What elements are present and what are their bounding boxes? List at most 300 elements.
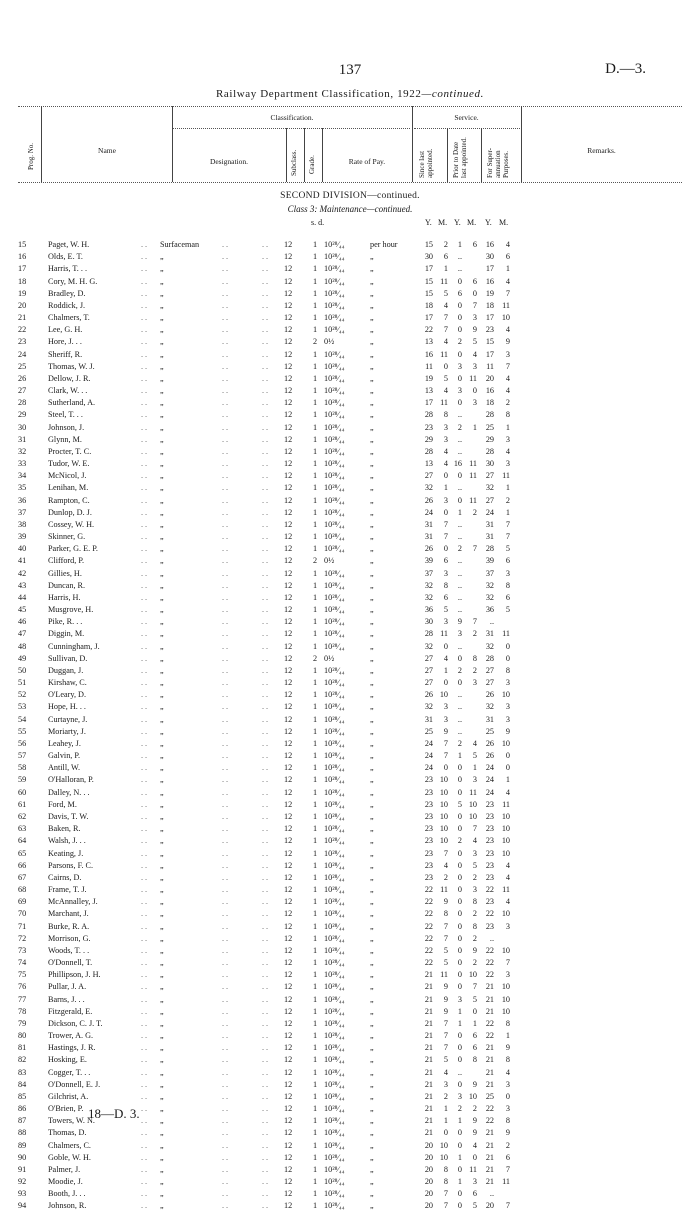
prior-months-cell: 0 [472,288,477,298]
prior-years-cell: 0 [457,1189,462,1199]
name-cell: Rampton, C. [48,495,90,505]
rate-pence-cell: 10²⁸⁄₄₄ [324,1043,345,1053]
rate-period-cell: „ [370,459,374,469]
super-months-cell: 0 [505,641,510,651]
super-years-cell: 21 [485,994,494,1004]
super-months-cell: 10 [501,836,510,846]
leader-dots: .. [222,885,231,894]
table-row [0,896,700,908]
table-row [0,799,700,811]
grade-cell: 12 [284,982,293,992]
super-years-cell: 16 [485,386,494,396]
since-years-cell: 31 [424,519,433,529]
rate-period-cell: „ [370,799,374,809]
leader-dots: .. [262,763,271,773]
table-row [0,288,700,300]
rate-pence-cell: 10²⁸⁄₄₄ [324,1104,345,1114]
since-years-cell: 21 [424,982,433,992]
prog-no-cell: 36 [18,495,27,505]
leader-dots: .. [222,1018,231,1028]
prior-years-cell: 1 [457,1018,462,1028]
since-months-cell: 5 [443,945,448,955]
designation-cell: „ [160,337,164,347]
leader-dots: .. [141,1128,150,1138]
rate-shillings-cell: 1 [312,714,318,724]
grade-cell: 12 [284,872,293,882]
leader-dots: .. [262,921,271,931]
rate-shillings-cell: 1 [312,398,318,408]
since-months-cell: 11 [440,885,448,894]
since-years-cell: 32 [424,592,433,602]
leader-dots: .. [141,885,150,894]
super-months-cell: 4 [505,897,510,907]
leader-dots: .. [222,982,231,992]
leader-dots: .. [141,507,150,517]
prior-months-cell: 1 [472,1018,477,1028]
name-cell: Gillies, H. [48,568,82,578]
since-years-cell: 11 [425,361,433,371]
prog-no-cell: 51 [18,678,27,688]
prior-years-cell: 0 [457,958,462,968]
leader-dots: .. [262,532,271,542]
leader-dots: .. [222,665,231,675]
prior-months-cell: 11 [469,471,477,481]
rate-shillings-cell: 1 [312,909,318,919]
since-months-cell: 10 [439,1152,448,1162]
leader-dots: .. [262,592,271,602]
leader-dots: .. [222,763,231,773]
prog-no-cell: 42 [18,568,27,578]
table-row [0,787,700,799]
prog-no-cell: 50 [18,665,27,675]
rate-shillings-cell: 1 [312,434,318,444]
prior-months-cell: 10 [468,970,477,980]
table-row [0,1164,700,1176]
leader-dots: .. [141,653,150,663]
prior-months-cell: 3 [472,848,477,858]
grade-cell: 12 [284,702,293,712]
designation-cell: „ [160,836,164,846]
rate-shillings-cell: 1 [312,1031,318,1041]
grade-cell: 12 [284,629,293,639]
super-years-cell: 20 [485,373,494,383]
leader-dots: .. [141,982,150,992]
prior-years-cell: 2 [457,665,462,675]
prior-months-cell: 2 [472,958,477,968]
col-divider [447,128,448,182]
rate-period-cell: „ [370,1164,374,1174]
header-name: Name [98,146,116,155]
name-cell: Ford, M. [48,799,77,809]
leader-dots: .. [222,240,231,249]
rate-period-cell: „ [370,921,374,931]
prior-years-cell: 0 [457,897,462,907]
leader-dots: .. [222,252,231,262]
prior-months-cell: 4 [472,738,477,748]
rate-shillings-cell: 1 [312,313,318,323]
super-years-cell: 31 [485,519,494,529]
super-years-cell: 15 [485,337,494,347]
leader-dots: .. [141,592,150,602]
grade-cell: 12 [284,398,293,408]
prior-years-cell: 0 [457,848,462,858]
super-months-cell: 11 [502,885,510,894]
rate-pence-cell: 10²⁸⁄₄₄ [324,349,345,359]
leader-dots: .. [262,568,271,578]
rate-pence-cell: 10²⁸⁄₄₄ [324,1140,345,1150]
super-months-cell: 8 [505,580,510,590]
grade-cell: 12 [284,909,293,919]
name-cell: Glynn, M. [48,434,82,444]
prior-years-cell: 9 [457,617,462,627]
since-years-cell: 13 [424,337,433,347]
rate-period-cell: „ [370,994,374,1004]
table-row [0,653,700,665]
leader-dots: .. [262,653,271,663]
rate-period-cell: „ [370,665,374,675]
leader-dots: .. [141,483,150,493]
designation-cell: „ [160,300,164,310]
prior-months-cell: 4 [472,836,477,846]
super-months-cell: 5 [505,605,510,615]
super-months-cell: 6 [505,1152,510,1162]
since-years-cell: 29 [424,434,433,444]
prior-years-cell: 0 [457,1031,462,1041]
rate-period-cell: „ [370,860,374,870]
prior-years-cell: .. [457,556,462,566]
leader-dots: .. [222,1104,231,1114]
leader-dots: .. [141,1055,150,1065]
name-cell: Parker, G. E. P. [48,544,98,554]
super-years-cell: 30 [485,252,494,262]
prior-years-cell: 3 [457,1091,462,1101]
table-row [0,945,700,957]
super-months-cell: 0 [505,653,510,663]
rate-pence-cell: 10²⁸⁄₄₄ [324,994,345,1004]
rate-shillings-cell: 1 [312,751,318,761]
rate-period-cell: „ [370,568,374,578]
document-reference: D.—3. [605,61,646,77]
rate-period-cell: „ [370,398,374,408]
designation-cell: „ [160,994,164,1004]
leader-dots: .. [141,970,150,980]
leader-dots: .. [262,945,271,955]
table-row [0,1091,700,1103]
leader-dots: .. [262,361,271,371]
rate-period-cell: „ [370,933,374,943]
leader-dots: .. [141,1031,150,1041]
rate-period-cell: „ [370,958,374,968]
prog-no-cell: 67 [18,872,27,882]
rate-pence-cell: 10²⁸⁄₄₄ [324,690,345,700]
leader-dots: .. [141,288,150,298]
leader-dots: .. [222,325,231,335]
rate-shillings-cell: 1 [312,945,318,955]
leader-dots: .. [222,811,231,821]
rate-shillings-cell: 1 [312,252,318,262]
prior-years-cell: .. [457,532,462,542]
super-months-cell: 4 [505,325,510,335]
grade-cell: 12 [284,1189,293,1199]
prog-no-cell: 75 [18,970,27,980]
super-months-cell: 4 [505,276,510,286]
since-years-cell: 24 [424,751,433,761]
super-months-cell: 11 [502,799,510,809]
prog-no-cell: 68 [18,885,27,894]
leader-dots: .. [222,1055,231,1065]
rate-shillings-cell: 1 [312,1006,318,1016]
super-months-cell: 3 [505,702,510,712]
prior-months-cell: 3 [472,775,477,785]
since-years-cell: 27 [424,678,433,688]
since-months-cell: 3 [443,434,448,444]
prior-years-cell: 3 [457,386,462,396]
table-row [0,397,700,409]
super-months-cell: 7 [505,519,510,529]
since-years-cell: 26 [424,495,433,505]
leader-dots: .. [141,751,150,761]
since-months-cell: 11 [440,349,448,359]
prior-months-cell: 5 [472,860,477,870]
designation-cell: „ [160,507,164,517]
page-number: 137 [338,62,362,78]
prog-no-cell: 62 [18,811,27,821]
since-months-cell: 5 [443,958,448,968]
since-months-cell: 4 [443,459,448,469]
prog-no-cell: 20 [18,300,27,310]
since-months-cell: 11 [440,398,448,408]
since-years-cell: 22 [424,909,433,919]
grade-cell: 12 [284,665,293,675]
name-cell: Woods, T. . . [48,945,90,955]
designation-cell: „ [160,860,164,870]
rate-shillings-cell: 1 [312,617,318,627]
super-months-cell: 10 [501,824,510,834]
rate-shillings-cell: 1 [312,580,318,590]
leader-dots: .. [222,690,231,700]
table-row [0,239,700,251]
leader-dots: .. [222,288,231,298]
rate-period-cell: „ [370,824,374,834]
name-cell: O'Leary, D. [48,690,86,700]
leader-dots: .. [262,1177,271,1187]
leader-dots: .. [141,824,150,834]
name-cell: Dickson, C. J. T. [48,1018,103,1028]
leader-dots: .. [141,398,150,408]
rate-pence-cell: 10²⁸⁄₄₄ [324,398,345,408]
rate-period-cell: „ [370,738,374,748]
leader-dots: .. [262,1018,271,1028]
prior-years-cell: 0 [457,1140,462,1150]
grade-cell: 12 [284,811,293,821]
since-months-cell: 10 [439,787,448,797]
leader-dots: .. [141,860,150,870]
rate-period-cell: „ [370,556,374,566]
leader-dots: .. [262,386,271,396]
super-years-cell: 23 [485,799,494,809]
leader-dots: .. [222,1031,231,1041]
since-months-cell: 8 [443,909,448,919]
leader-dots: .. [141,763,150,773]
super-months-cell: 1 [505,483,510,493]
leader-dots: .. [222,897,231,907]
grade-cell: 12 [284,507,293,517]
name-cell: Dalley, N. . . [48,787,90,797]
table-row [0,641,700,653]
designation-cell: „ [160,580,164,590]
grade-cell: 12 [284,1067,293,1077]
rate-shillings-cell: 1 [312,1104,318,1114]
col-divider [322,128,323,182]
since-months-cell: 0 [443,507,448,517]
table-row [0,519,700,531]
prior-years-cell: .. [457,252,462,262]
super-months-cell: 3 [505,678,510,688]
leader-dots: .. [141,1177,150,1187]
super-months-cell: 3 [505,921,510,931]
super-years-cell: 28 [485,653,494,663]
prior-years-cell: 0 [457,775,462,785]
super-months-cell: 10 [501,909,510,919]
leader-dots: .. [262,1152,271,1162]
prior-years-cell: 6 [457,288,462,298]
table-row [0,1030,700,1042]
rate-shillings-cell: 1 [312,629,318,639]
prog-no-cell: 84 [18,1079,27,1089]
leader-dots: .. [222,1091,231,1101]
since-years-cell: 21 [424,1079,433,1089]
designation-cell: „ [160,1091,164,1101]
designation-cell: „ [160,824,164,834]
name-cell: Sutherland, A. [48,398,96,408]
designation-cell: „ [160,787,164,797]
leader-dots: .. [262,885,271,894]
rate-shillings-cell: 1 [312,702,318,712]
name-cell: Trower, A. G. [48,1031,94,1041]
grade-cell: 12 [284,313,293,323]
rate-period-cell: „ [370,495,374,505]
super-months-cell: 10 [501,690,510,700]
rate-shillings-cell: 1 [312,1201,318,1211]
grade-cell: 12 [284,532,293,542]
leader-dots: .. [222,434,231,444]
super-years-cell: 20 [485,1201,494,1211]
prog-no-cell: 39 [18,532,27,542]
leader-dots: .. [222,459,231,469]
rate-period-cell: „ [370,629,374,639]
table-row [0,1042,700,1054]
grade-cell: 12 [284,288,293,298]
table-row [0,1006,700,1018]
leader-dots: .. [141,580,150,590]
table-row [0,835,700,847]
leader-dots: .. [141,337,150,347]
rate-shillings-cell: 1 [312,544,318,554]
rate-period-cell: „ [370,434,374,444]
rate-shillings-cell: 1 [312,1116,318,1126]
leader-dots: .. [222,264,231,274]
leader-dots: .. [262,836,271,846]
grade-cell: 12 [284,787,293,797]
prior-years-cell: .. [457,483,462,493]
table-row [0,1152,700,1164]
prog-no-cell: 77 [18,994,27,1004]
designation-cell: „ [160,665,164,675]
designation-cell: „ [160,1140,164,1150]
leader-dots: .. [262,1116,271,1126]
grade-cell: 12 [284,641,293,651]
designation-cell: „ [160,519,164,529]
leader-dots: .. [222,799,231,809]
rate-pence-cell: 10²⁸⁄₄₄ [324,361,345,371]
prog-no-cell: 40 [18,544,27,554]
designation-cell: „ [160,361,164,371]
grade-cell: 12 [284,885,293,894]
header-classification: Classification. [270,113,314,122]
prior-years-cell: 1 [457,751,462,761]
since-years-cell: 23 [424,836,433,846]
name-cell: Cairns, D. [48,872,82,882]
table-row [0,872,700,884]
super-months-cell: 0 [505,751,510,761]
since-years-cell: 15 [424,276,433,286]
rate-shillings-cell: 1 [312,994,318,1004]
name-cell: McAnnalley, J. [48,897,98,907]
rate-period-cell: „ [370,483,374,493]
since-months-cell: 7 [443,933,448,943]
grade-cell: 12 [284,1140,293,1150]
super-years-cell: 27 [485,665,494,675]
prior-months-cell: 6 [472,1189,477,1199]
name-cell: Moodie, J. [48,1177,83,1187]
since-years-cell: 21 [424,1031,433,1041]
prior-years-cell: 0 [457,678,462,688]
name-cell: Steel, T. . . [48,410,83,420]
leader-dots: .. [262,799,271,809]
leader-dots: .. [222,373,231,383]
since-years-cell: 31 [424,532,433,542]
designation-cell: „ [160,1031,164,1041]
rate-pence-cell: 10²⁸⁄₄₄ [324,1006,345,1016]
super-years-cell: 21 [485,1006,494,1016]
table-row [0,969,700,981]
rate-shillings-cell: 1 [312,1055,318,1065]
grade-cell: 12 [284,945,293,955]
designation-cell: „ [160,848,164,858]
rate-shillings-cell: 1 [312,690,318,700]
unit-since-y: Y. [425,218,432,227]
table-row [0,300,700,312]
rate-shillings-cell: 1 [312,446,318,456]
since-years-cell: 20 [424,1189,433,1199]
rate-period-cell: „ [370,885,374,894]
grade-cell: 12 [284,349,293,359]
table-row [0,263,700,275]
name-cell: Hosking, E. [48,1055,87,1065]
super-years-cell: 31 [485,714,494,724]
service-rule [414,128,520,129]
rate-pence-cell: 10²⁸⁄₄₄ [324,921,345,931]
since-months-cell: 7 [443,1201,448,1211]
rate-shillings-cell: 1 [312,1043,318,1053]
leader-dots: .. [262,519,271,529]
leader-dots: .. [141,1140,150,1150]
table-row [0,701,700,713]
prior-years-cell: 0 [457,325,462,335]
since-years-cell: 21 [424,970,433,980]
since-years-cell: 27 [424,665,433,675]
name-cell: O'Halloran, P. [48,775,94,785]
